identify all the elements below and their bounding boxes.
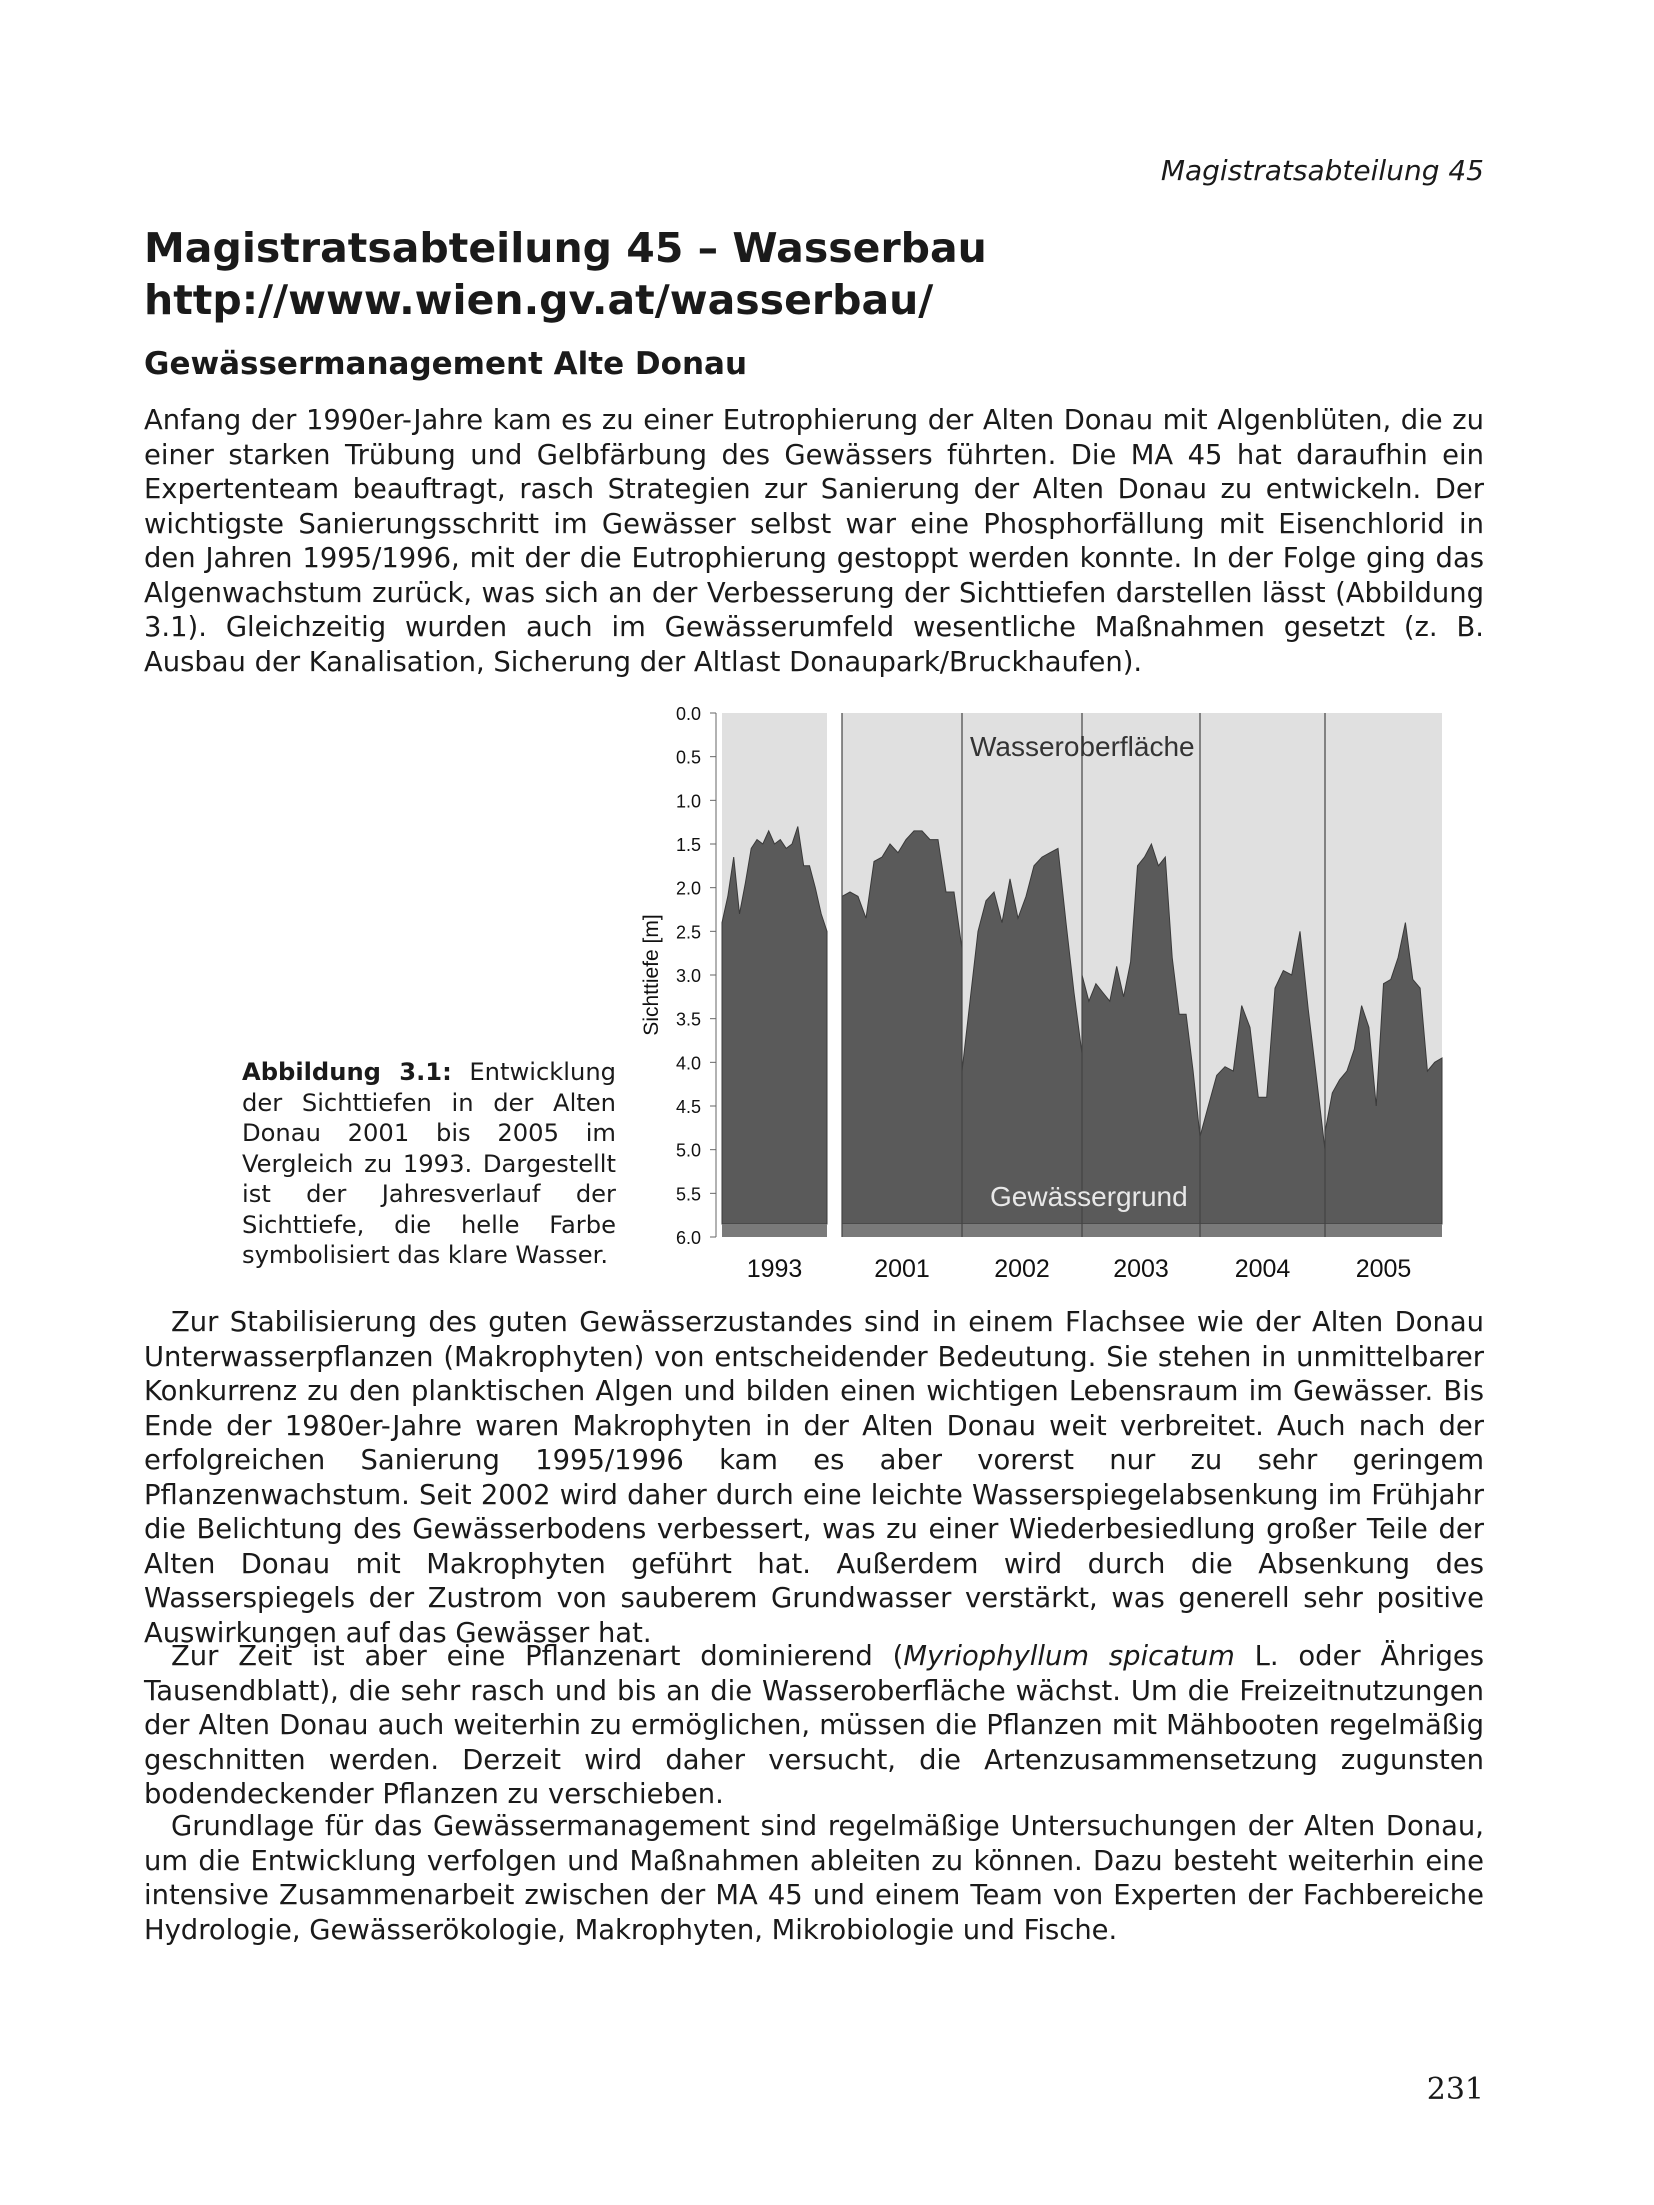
figure-sichttiefe-chart: [600, 700, 1500, 1290]
x-tick-label-1993: 1993: [746, 1255, 803, 1283]
x-tick-label-2005: 2005: [1355, 1255, 1412, 1283]
caption-label: Abbildung 3.1:: [242, 1058, 452, 1086]
section-heading: Gewässermanagement Alte Donau: [144, 346, 748, 382]
bottom-layer-2002: [962, 1224, 1082, 1237]
y-tick-label: 2.0: [676, 878, 702, 899]
annotation-bottom: Gewässergrund: [990, 1181, 1188, 1212]
x-tick-label-2004: 2004: [1234, 1255, 1291, 1283]
paragraph-intro: Anfang der 1990er-Jahre kam es zu einer Eutrophierung der Alten Donau mit Algenblüten, die zu einer starken Trübung und Gelbfärbung des Gewässers führten. Die MA 45 hat daraufhin ein Expertenteam beauftragt, rasch Strategien zur Sanierung der Alten Donau zu entwickeln. Der wichtigste Sanierungsschritt im Gewässer selbst war eine Phosphorfällung mit Eisenchlorid in den Jahren 1995/1996, mit der die Eutrophierung gestoppt werden konnte. In der Folge ging das Algenwachstum zurück, was sich an der Verbesserung der Sichttiefen darstellen lässt (Abbildung 3.1). Gleichzeitig wurden auch im Gewässerumfeld wesentliche Maßnahmen gesetzt (z. B. Ausbau der Kanalisation, Sicherung der Altlast Donaupark/Bruckhaufen).: [144, 405, 1484, 678]
y-tick-label: 3.0: [676, 966, 702, 986]
y-tick-label: 1.5: [676, 835, 702, 855]
chart-svg: [600, 700, 1500, 1290]
x-tick-label-2001: 2001: [874, 1255, 930, 1283]
title-line-2: http://www.wien.gv.at/wasserbau/: [144, 276, 934, 324]
y-tick-label: 4.0: [676, 1053, 702, 1074]
x-tick-label-2003: 2003: [1113, 1255, 1169, 1283]
annotation-surface: Wasseroberfläche: [970, 731, 1195, 762]
y-tick-label: 0.0: [676, 704, 702, 724]
y-tick-label: 6.0: [676, 1228, 702, 1248]
running-header: Magistratsabteilung 45: [1160, 154, 1484, 187]
y-tick-label: 5.0: [676, 1140, 702, 1161]
paragraph-grundlage: Grundlage für das Gewässermanagement sind regelmäßige Untersuchungen der Alten Donau, um die Entwicklung verfolgen und Maßnahmen ableiten zu können. Dazu besteht weiterhin eine intensive Zusammenarbeit zwischen der MA 45 und einem Team von Experten der Fachbereiche Hydrologie, Gewässerökologie, Makrophyten, Mikrobiologie und Fische.: [144, 1811, 1484, 1946]
y-tick-label: 1.0: [676, 791, 702, 812]
species-name: Myriophyllum spicatum: [903, 1641, 1235, 1672]
y-tick-label: 3.5: [676, 1009, 702, 1030]
page-number: 231: [1426, 2072, 1484, 2107]
bottom-layer-2003: [1082, 1224, 1200, 1237]
paragraph-myriophyllum: [144, 1640, 1484, 1813]
figure-caption: [242, 1057, 616, 1271]
page-title: [144, 222, 987, 326]
x-tick-label-2002: 2002: [994, 1255, 1050, 1283]
caption-text: Entwicklung der Sichttiefen in der Alten Donau 2001 bis 2005 im Vergleich zu 1993. Dargestellt ist der Jahresverlauf der Sichttiefe, die helle Farbe symbolisiert das klare Wasser.: [242, 1058, 617, 1269]
y-tick-label: 2.5: [676, 922, 702, 943]
paragraph-makrophyten: Zur Stabilisierung des guten Gewässerzustandes sind in einem Flachsee wie der Alten Donau Unterwasserpflanzen (Makrophyten) von entscheidender Bedeutung. Sie stehen in unmittelbarer Konkurrenz zu den planktischen Algen und bilden einen wichtigen Lebensraum im Gewässer. Bis Ende der 1980er-Jahre waren Makrophyten in der Alten Donau weit verbreitet. Auch nach der erfolgreichen Sanierung 1995/1996 kam es aber vorerst nur zu sehr geringem Pflanzenwachstum. Seit 2002 wird daher durch eine leichte Wasserspiegelabsenkung im Frühjahr die Belichtung des Gewässerbodens verbessert, was zu einer Wiederbesiedlung großer Teile der Alten Donau mit Makrophyten geführt hat. Außerdem wird durch die Absenkung des Wasserspiegels der Zustrom von sauberem Grundwasser verstärkt, was generell sehr positive Auswirkungen auf das Gewässer hat.: [144, 1307, 1484, 1649]
bottom-layer-2005: [1325, 1224, 1442, 1237]
y-axis-label: Sichttiefe [m]: [640, 914, 663, 1036]
bottom-layer-2004: [1200, 1224, 1325, 1237]
p3-text-before: Zur Zeit ist aber eine Pflanzenart dominierend (: [171, 1641, 904, 1672]
p3-text-after: L. oder Ähriges Tausendblatt), die sehr rasch und bis an die Wasseroberfläche wächst. Um die Freizeitnutzungen der Alten Donau auch weiterhin zu ermöglichen, müssen die Pflanzen mit Mähbooten regelmäßig geschnitten werden. Derzeit wird daher versucht, die Artenzusammensetzung zugunsten bodendeckender Pflanzen zu verschieben.: [144, 1641, 1484, 1810]
y-tick-label: 4.5: [676, 1097, 702, 1117]
y-tick-label: 5.5: [676, 1184, 702, 1205]
title-line-1: Magistratsabteilung 45 – Wasserbau: [144, 224, 987, 272]
bottom-layer-1993: [722, 1224, 827, 1237]
bottom-layer-2001: [842, 1224, 962, 1237]
y-tick-label: 0.5: [676, 747, 702, 768]
